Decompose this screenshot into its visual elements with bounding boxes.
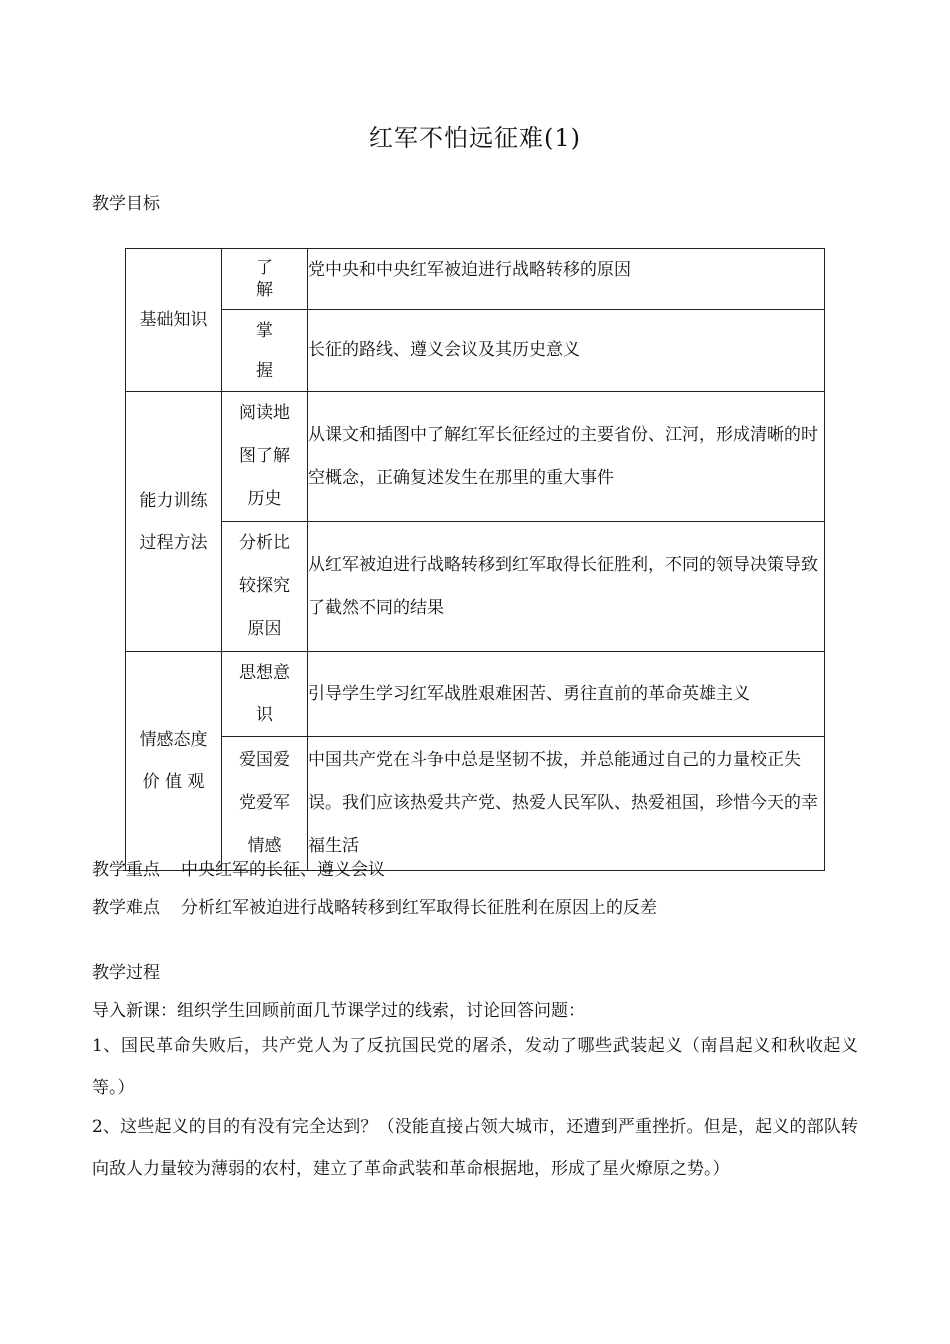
table-row [126,249,825,310]
key-point [92,855,385,880]
key-point-text: 中央红军的长征、遵义会议 [181,860,385,880]
subcategory-cell: 阅读地 图了解 历史 [222,392,308,522]
description-cell: 引导学生学习红军战胜艰难困苦、勇往直前的革命英雄主义 [308,652,825,737]
key-point-label: 教学重点 [92,860,160,880]
category-emotion: 情感态度 价 值 观 [126,652,222,871]
table-row [126,652,825,737]
description-cell: 中国共产党在斗争中总是坚韧不拔，并总能通过自己的力量校正失误。我们应该热爱共产党、热爱人民军队、热爱祖国，珍惜今天的幸福生活 [308,737,825,871]
page-title: 红军不怕远征难(1) [369,124,581,152]
subcategory-cell: 爱国爱 党爱军 情感 [222,737,308,871]
question-1: 1、国民革命失败后，共产党人为了反抗国民党的屠杀，发动了哪些武装起义（南昌起义和秋收起义等。） [92,1036,858,1098]
subcategory-cell: 掌 握 [222,310,308,392]
question-2: 2、这些起义的目的有没有完全达到？（没能直接占领大城市，还遭到严重挫折。但是，起义的部队转向敌人力量较为薄弱的农村，建立了革命武装和革命根据地，形成了星火燎原之势。） [92,1117,858,1179]
difficulty [92,893,657,918]
description-cell: 从课文和插图中了解红军长征经过的主要省份、江河，形成清晰的时空概念，正确复述发生在那里的重大事件 [308,392,825,522]
subcategory-cell: 分析比 较探究 原因 [222,522,308,652]
difficulty-text: 分析红军被迫进行战略转移到红军取得长征胜利在原因上的反差 [181,898,657,918]
description-cell: 从红军被迫进行战略转移到红军取得长征胜利，不同的领导决策导致了截然不同的结果 [308,522,825,652]
description-cell: 长征的路线、遵义会议及其历史意义 [308,310,825,392]
description-cell: 党中央和中央红军被迫进行战略转移的原因 [308,249,825,310]
table-row [126,392,825,522]
difficulty-label: 教学难点 [92,898,160,918]
intro-paragraph: 导入新课：组织学生回顾前面几节课学过的线索，讨论回答问题： [92,1001,585,1021]
category-basic: 基础知识 [126,249,222,392]
objectives-heading: 教学目标 [92,194,160,214]
subcategory-cell: 思想意 识 [222,652,308,737]
table-row [126,310,825,392]
table-row [126,522,825,652]
objectives-table [125,248,825,871]
subcategory-cell: 了 解 [222,249,308,310]
process-heading: 教学过程 [92,963,160,983]
table-row [126,737,825,871]
category-ability: 能力训练 过程方法 [126,392,222,652]
